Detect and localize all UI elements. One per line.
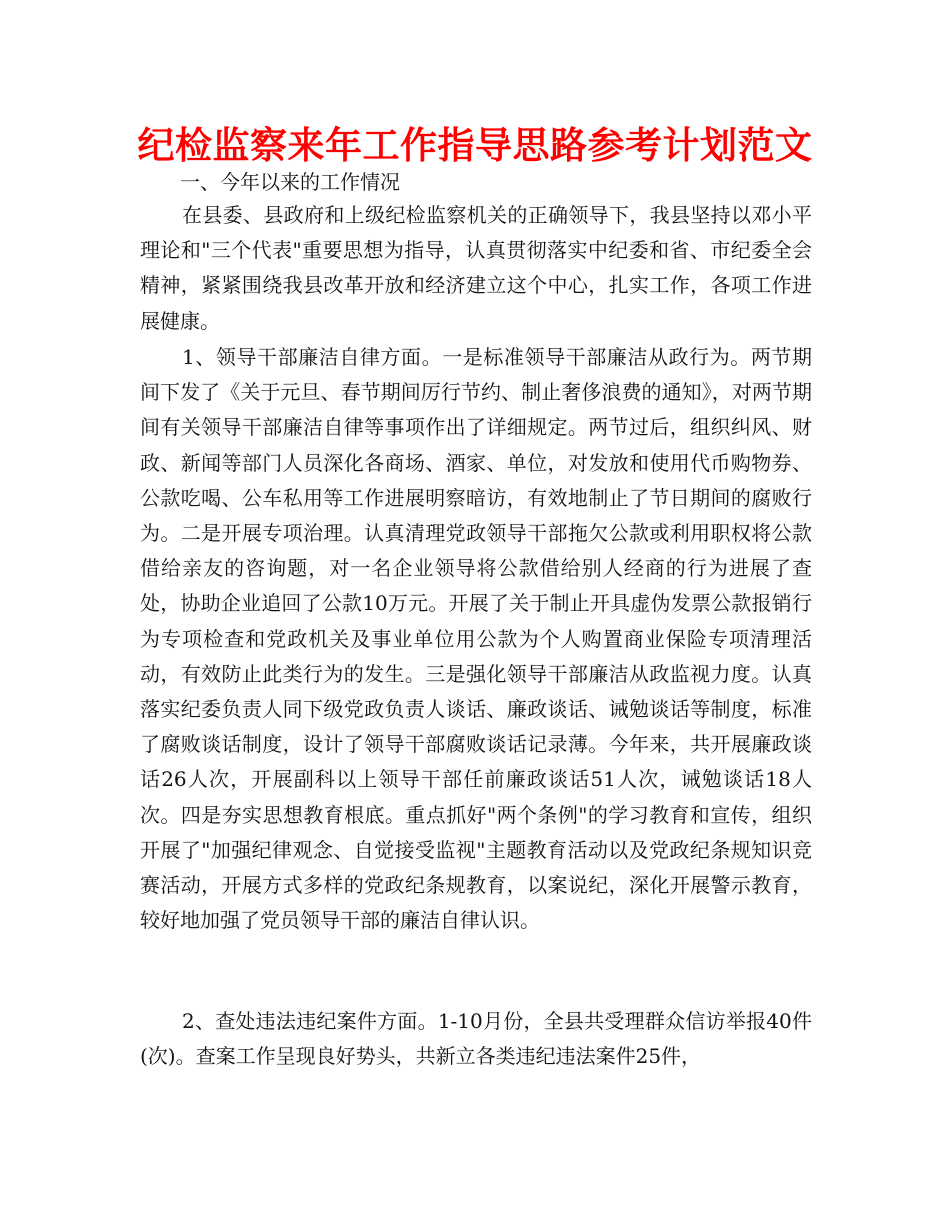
document-title: 纪检监察来年工作指导思路参考计划范文 [137, 124, 813, 167]
body-paragraph-case-handling: 2、查处违法违纪案件方面。1-10月份，全县共受理群众信访举报40件(次)。查案工作呈现良好势头，共新立各类违纪违法案件25件， [140, 1009, 812, 1069]
section-heading: 一、今年以来的工作情况 [180, 170, 400, 194]
body-paragraph-self-discipline: 1、领导干部廉洁自律方面。一是标准领导干部廉洁从政行为。两节期间下发了《关于元旦、春节期间厉行节约、制止奢侈浪费的通知》，对两节期间有关领导干部廉洁自律等事项作出了详细规定。两节过后，组织纠风、财政、新闻等部门人员深化各商场、酒家、单位，对发放和使用代币购物券、公款吃喝、公车私用等工作进展明察暗访，有效地制止了节日期间的腐败行为。二是开展专项治理。认真清理党政领导干部拖欠公款或利用职权将公款借给亲友的咨询题，对一名企业领导将公款借给别人经商的行为进展了查处，协助企业追回了公款10万元。开展了关于制止开具虚伪发票公款报销行为专项检查和党政机关及事业单位用公款为个人购置商业保险专项清理活动，有效防止此类行为的发生。三是强化领导干部廉洁从政监视力度。认真落实纪委负责人同下级党政负责人谈话、廉政谈话、诫勉谈话等制度，标准了腐败谈话制度，设计了领导干部腐败谈话记录薄。今年来，共开展廉政谈话26人次，开展副科以上领导干部任前廉政谈话51人次，诫勉谈话18人次。四是夯实思想教育根底。重点抓好"两个条例"的学习教育和宣传，组织开展了"加强纪律观念、自觉接受监视"主题教育活动以及党政纪条规知识竞赛活动，开展方式多样的党政纪条规教育，以案说纪，深化开展警示教育，较好地加强了党员领导干部的廉洁自律认识。 [140, 345, 812, 933]
body-paragraph-intro: 在县委、县政府和上级纪检监察机关的正确领导下，我县坚持以邓小平理论和"三个代表"重要思想为指导，认真贯彻落实中纪委和省、市纪委全会精神，紧紧围绕我县改革开放和经济建立这个中心，扎实工作，各项工作进展健康。 [140, 203, 812, 333]
